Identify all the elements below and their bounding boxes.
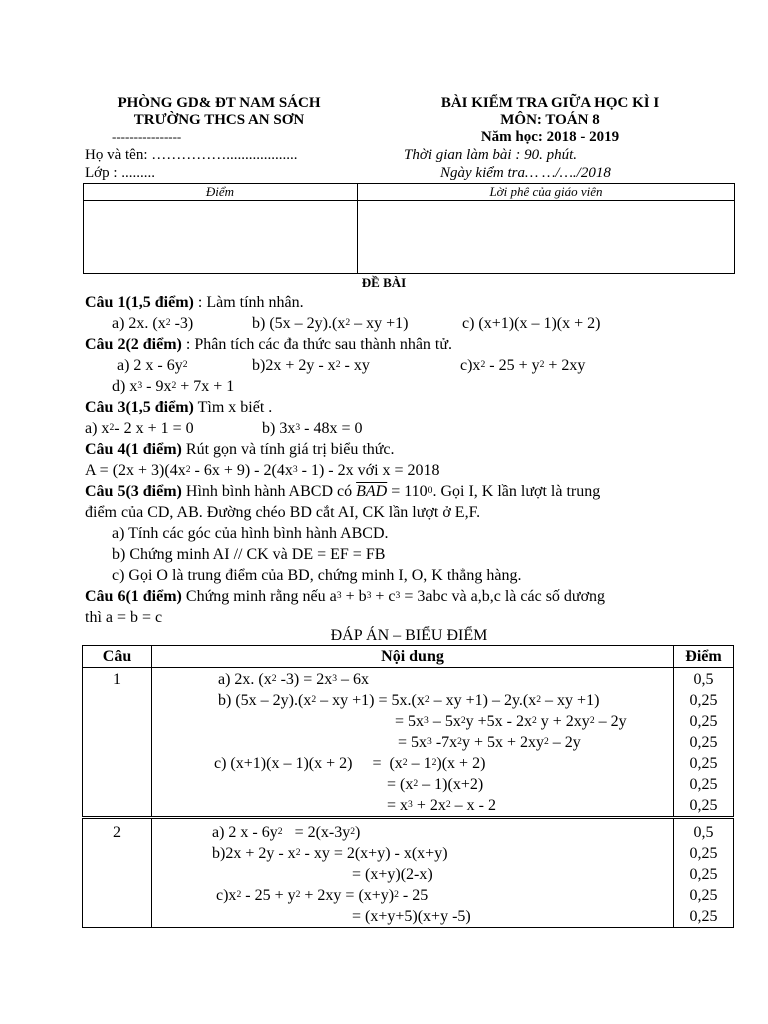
row-2-point: 0,25 [689, 908, 718, 925]
row-2-line-c: $c)x^2 - 25 + y^2 + 2xy = (x+y)^2 - 25$ [216, 887, 429, 904]
header-dash: ---------------- [112, 129, 182, 144]
row-2-line-b2: = (x+y)(2-x) [352, 866, 433, 883]
row-1-point: 0,25 [689, 776, 718, 793]
answer-row-1 [83, 668, 734, 818]
time-limit: Thời gian làm bài : 90. phút. [404, 147, 578, 163]
row-2-line-a: a) 2 $x - 6y^2 = 2(x-3y^2)$ [212, 824, 361, 841]
row-1-point: 0,25 [689, 692, 718, 709]
school-year: Năm học: 2018 - 2019 [480, 129, 620, 145]
question-1-heading: Câu 1(1,5 điểm) : Làm tính nhân. [85, 294, 304, 311]
answer-table [82, 645, 734, 928]
question-2d: d) $x^3 - 9x^2 + 7x + 1$ [112, 378, 235, 395]
row-2-point: 0,25 [689, 845, 718, 862]
row-2-points [674, 818, 734, 928]
question-6-line2: thì a = b = c [85, 609, 163, 626]
question-2c: $c)x^2 - 25 + y^2 + 2xy$ [460, 357, 586, 374]
student-name-field: Họ và tên: ……………................... [85, 147, 298, 163]
row-1-point: 0,25 [689, 713, 718, 730]
question-1b: b) $(5x - 2y).(x^2$ – xy +1) [252, 315, 409, 332]
row-1-points [674, 668, 734, 818]
question-1a: a) 2x. ($x^2$ -3) [112, 315, 194, 332]
answer-row-2 [83, 818, 734, 928]
row-2-line-b: $b)2x + 2y - x^2$ - xy = 2(x+y) - x(x+y) [212, 845, 448, 862]
question-1c: c) (x+1)(x – 1)(x + 2) [462, 315, 601, 332]
row-1-line-b: b) $(5x - 2y).(x^2$ – xy $+1) = 5x.(x^2$ – xy $+1) - 2y.(x^2$ – xy +1) [218, 692, 600, 709]
answer-key-title: ĐÁP ÁN – BIỂU ĐIỂM [330, 627, 488, 644]
score-column-header: Điểm [205, 184, 235, 199]
question-4-expression: $A = (2x + 3)(4x^2 - 6x + 9) - 2(4x^3 - 1) - 2x$ với x = 2018 [85, 462, 440, 479]
row-2-point: 0,5 [693, 824, 714, 841]
row-1-line-c2: = $(x^2 - 1)(x+2)$ [387, 776, 484, 793]
school-name: TRƯỜNG THCS AN SƠN [133, 112, 305, 128]
row-1-point: 0,5 [693, 671, 714, 688]
row-2-point: 0,25 [689, 887, 718, 904]
row-2-content [152, 818, 674, 928]
row-1-line-c3: = $x^3 + 2x^2 - x - 2$ [387, 797, 496, 814]
question-5-heading: Câu 5(3 điểm) Hình bình hành ABCD có $\overline{BAD} = 110^0$. Gọi I, K lần lượt là trung [85, 483, 601, 500]
question-2-heading: Câu 2(2 điểm) : Phân tích các đa thức sau thành nhân tử. [85, 336, 453, 353]
question-3a: a) $x^2-$ 2 x + 1 = 0 [85, 420, 194, 437]
class-field: Lớp : ......... [85, 165, 156, 181]
row-1-line-c: c) (x+1)(x – 1)(x + 2) = $(x^2 - 1^2)(x + 2)$ [214, 755, 486, 772]
row-2-number: 2 [83, 818, 152, 928]
question-3b: b) $3x^3 - 48x = 0$ [262, 420, 363, 437]
row-2-line-c2: = (x+y+5)(x+y -5) [352, 908, 471, 925]
row-2-point: 0,25 [689, 866, 718, 883]
row-1-content [152, 668, 674, 818]
score-box-divider [83, 200, 735, 201]
row-1-number: 1 [83, 668, 152, 818]
exam-title: BÀI KIỂM TRA GIỮA HỌC KÌ I [440, 95, 660, 111]
header-content: Nội dung [152, 646, 674, 668]
question-4-heading: Câu 4(1 điểm) Rút gọn và tính giá trị biểu thức. [85, 441, 395, 458]
row-1-point: 0,25 [689, 734, 718, 751]
subject-label: MÔN: TOÁN 8 [500, 112, 600, 128]
question-2a: a) 2 x - $6y^2$ [117, 357, 188, 374]
row-1-line-a: a) 2x. ($x^2$ $-3) = 2x^3 - 6x$ [218, 671, 370, 688]
exam-date: Ngày kiểm tra… …/…./2018 [440, 165, 611, 181]
question-5a: a) Tính các góc của hình bình hành ABCD. [112, 525, 389, 542]
question-2b: $b)2x + 2y - x^2$ - xy [252, 357, 370, 374]
question-5-line2: điểm của CD, AB. Đường chéo BD cắt AI, CK lần lượt ở E,F. [85, 504, 481, 521]
question-5b: b) Chứng minh AI // CK và DE = EF = FB [112, 546, 386, 563]
comment-column-header: Lời phê của giáo viên [489, 184, 603, 199]
row-1-point: 0,25 [689, 797, 718, 814]
answer-table-header [83, 646, 734, 668]
question-3-heading: Câu 3(1,5 điểm) Tìm x biết . [85, 399, 273, 416]
row-1-line-b3: = $5x^3$ $-7x^2y + 5x + 2xy^2 - 2y$ [398, 734, 581, 751]
row-1-point: 0,25 [689, 755, 718, 772]
header-points: Điểm [674, 646, 734, 668]
question-5c: c) Gọi O là trung điểm của BD, chứng minh I, O, K thẳng hàng. [112, 567, 522, 584]
header-cau: Câu [83, 646, 152, 668]
row-1-line-b2: = $5x^3 - 5x^2y +5x - 2x^2$ $y + 2xy^2 - 2y$ [395, 713, 627, 730]
department-name: PHÒNG GD& ĐT NAM SÁCH [117, 95, 321, 111]
exam-section-title: ĐỀ BÀI [361, 275, 407, 290]
question-6-heading: Câu 6(1 điểm) Chứng minh rằng nếu $a^3 + b^3 + c^3 = 3abc$ và a,b,c là các số dương [85, 588, 606, 605]
